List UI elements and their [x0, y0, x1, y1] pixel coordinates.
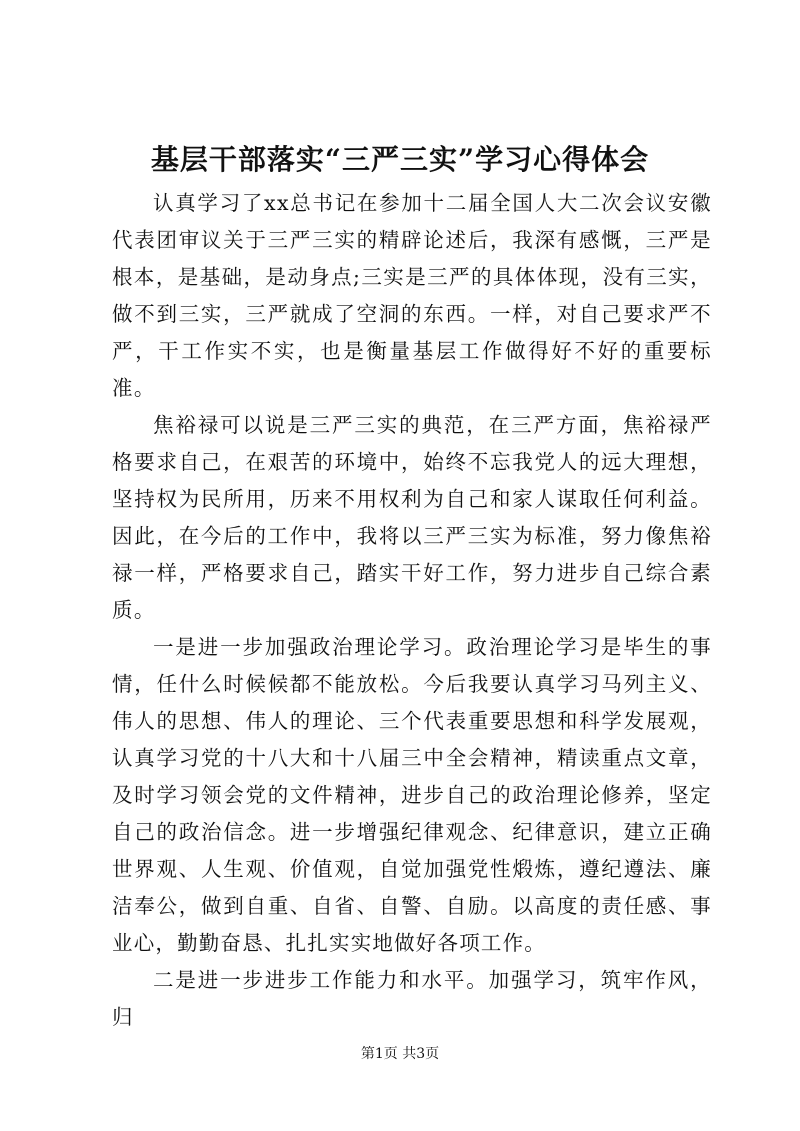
- page-footer: 第1页 共3页: [360, 1046, 440, 1062]
- paragraph-1: 认真学习了xx总书记在参加十二届全国人大二次会议安徽代表团审议关于三严三实的精辟论述后，我深有感慨，三严是根本，是基础，是动身点;三实是三严的具体体现，没有三实，做不到三实，三严就成了空洞的东西。一样，对自己要求严不严，干工作实不实，也是衡量基层工作做得好不好的重要标准。: [112, 191, 712, 400]
- paragraph-4: 二是进一步进步工作能力和水平。加强学习，筑牢作风，归: [112, 968, 712, 1029]
- document-body: [112, 185, 712, 1036]
- document-title: 基层干部落实“三严三实”学习心得体会: [150, 143, 650, 176]
- paragraph-2: 焦裕禄可以说是三严三实的典范，在三严方面，焦裕禄严格要求自己，在艰苦的环境中，始终不忘我党人的远大理想，坚持权为民所用，历来不用权利为自己和家人谋取任何利益。因此，在今后的工作中，我将以三严三实为标准，努力像焦裕禄一样，严格要求自己，踏实干好工作，努力进步自己综合素质。: [112, 413, 712, 622]
- paragraph-3: 一是进一步加强政治理论学习。政治理论学习是毕生的事情，任什么时候候都不能放松。今后我要认真学习马列主义、伟人的思想、伟人的理论、三个代表重要思想和科学发展观，认真学习党的十八大和十八届三中全会精神，精读重点文章，及时学习领会党的文件精神，进步自己的政治理论修养，坚定自己的政治信念。进一步增强纪律观念、纪律意识，建立正确世界观、人生观、价值观，自觉加强党性煅炼，遵纪遵法、廉洁奉公，做到自重、自省、自警、自励。以高度的责任感、事业心，勤勤奋恳、扎扎实实地做好各项工作。: [112, 635, 712, 955]
